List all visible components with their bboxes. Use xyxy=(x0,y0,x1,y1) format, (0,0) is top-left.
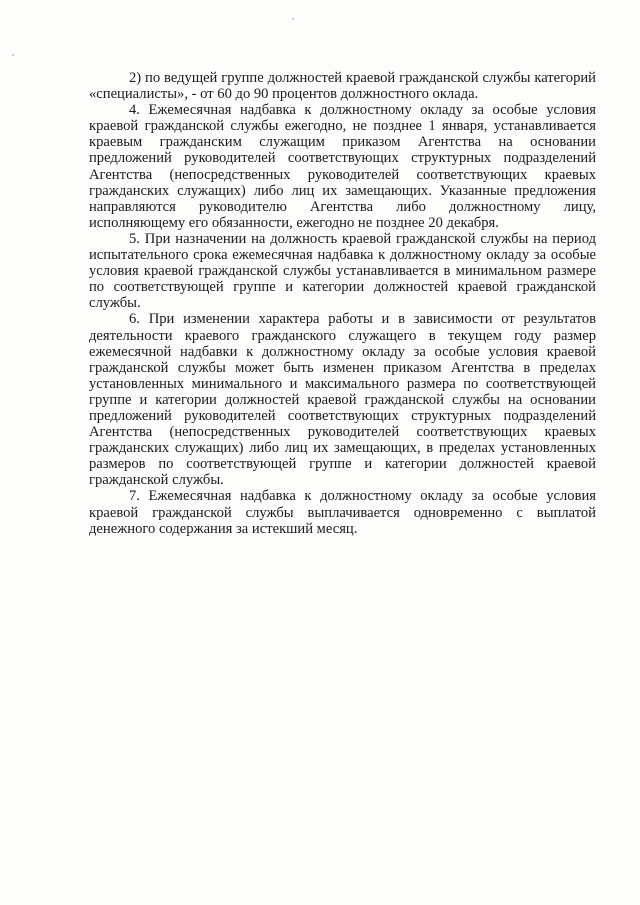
scan-speck xyxy=(12,54,14,56)
paragraph-5: 5. При назначении на должность краевой гражданской службы на период испытательного срока ежемесячная надбавка к должностному окладу за особые условия краевой гражданской службы устанавливается в минимальном размере по соответствующей группе и категории должностей краевой гражданской службы. xyxy=(89,230,596,312)
document-body xyxy=(89,70,596,537)
paragraph-item-2: 2) по ведущей группе должностей краевой гражданской службы категорий «специалисты», - от 60 до 90 процентов должностного оклада. xyxy=(89,70,596,103)
scan-speck xyxy=(292,18,294,20)
paragraph-4: 4. Ежемесячная надбавка к должностному окладу за особые условия краевой гражданской службы ежегодно, не позднее 1 января, устанавливается краевым гражданским служащим приказом Агентства на основании предложений руководителей соответствующих структурных подразделений Агентства (непосредственных руководителей соответствующих краевых гражданских служащих) либо лиц их замещающих. Указанные предложения направляются руководителю Агентства либо должностному лицу, исполняющему его обязанности, ежегодно не позднее 20 декабря. xyxy=(89,102,596,231)
paragraph-7: 7. Ежемесячная надбавка к должностному окладу за особые условия краевой гражданской службы выплачивается одновременно с выплатой денежного содержания за истекший месяц. xyxy=(89,488,596,537)
paragraph-6: 6. При изменении характера работы и в зависимости от результатов деятельности краевого гражданского служащего в текущем году размер ежемесячной надбавки к должностному окладу за особые условия краевой гражданской службы может быть изменен приказом Агентства в пределах установленных минимального и максимального размера по соответствующей группе и категории должностей краевой гражданской службы на основании предложений руководителей соответствующих структурных подразделений Агентства (непосредственных руководителей соответствующих краевых гражданских служащих) либо лиц их замещающих, в пределах установленных размеров по соответствующей группе и категории должностей краевой гражданской службы. xyxy=(89,311,596,489)
